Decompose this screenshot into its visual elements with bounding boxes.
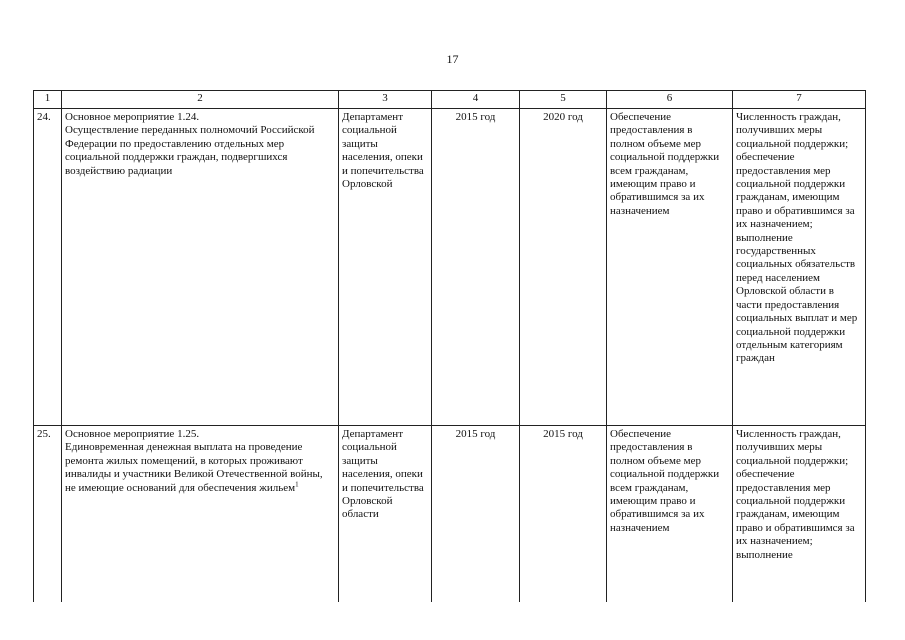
header-cell-6: 6: [607, 91, 733, 109]
executor-cell: Департамент социальной защиты населения, опеки и попечительства Орловской: [339, 109, 432, 426]
end-year-cell: 2020 год: [520, 109, 607, 426]
header-cell-4: 4: [432, 91, 520, 109]
header-cell-2: 2: [62, 91, 339, 109]
row-number: 25.: [34, 426, 62, 603]
page-number: 17: [446, 52, 459, 66]
table-header-row: [34, 91, 866, 109]
activity-title: Основное мероприятие 1.25.: [65, 428, 200, 440]
activity-text: [65, 441, 335, 495]
result-cell: Обеспечение предоставления в полном объеме мер социальной поддержки всем гражданам, имеющим право и обратившимся за их назначением: [607, 109, 733, 426]
row-number: 24.: [34, 109, 62, 426]
activity-cell: [62, 109, 339, 426]
activity-text: [65, 124, 335, 178]
header-cell-5: 5: [520, 91, 607, 109]
header-cell-7: 7: [733, 91, 866, 109]
footnote-marker: 1: [295, 479, 299, 488]
table-row: [34, 109, 866, 426]
result-cell: Обеспечение предоставления в полном объеме мер социальной поддержки всем гражданам, имеющим право и обратившимся за их назначением: [607, 426, 733, 603]
start-year-cell: 2015 год: [432, 426, 520, 603]
activity-text-body: Осуществление переданных полномочий Российской Федерации по предоставлению отдельных мер социальной поддержки граждан, подвергшихся воздействию радиации: [65, 124, 315, 177]
program-table: [33, 90, 866, 602]
end-year-cell: 2015 год: [520, 426, 607, 603]
start-year-cell: 2015 год: [432, 109, 520, 426]
executor-cell: Департамент социальной защиты населения, опеки и попечительства Орловской области: [339, 426, 432, 603]
header-cell-1: 1: [34, 91, 62, 109]
activity-title: Основное мероприятие 1.24.: [65, 111, 200, 123]
table-row: [34, 426, 866, 603]
indicators-cell: Численность граждан, получивших меры социальной поддержки; обеспечение предоставления мер социальной поддержки гражданам, имеющим право и обратившимся за их назначением; выполнение государственных социальных обязательств перед населением Орловской области в части предоставления социальных выплат и мер социальной поддержки отдельным категориям граждан: [733, 109, 866, 426]
activity-cell: [62, 426, 339, 603]
indicators-cell: Численность граждан, получивших меры социальной поддержки; обеспечение предоставления мер социальной поддержки гражданам, имеющим право и обратившимся за их назначением; выполнение: [733, 426, 866, 603]
activity-text-body: Единовременная денежная выплата на проведение ремонта жилых помещений, в которых проживают инвалиды и участники Великой Отечественной войны, не имеющие оснований для обеспечения жильем: [65, 441, 323, 494]
header-cell-3: 3: [339, 91, 432, 109]
